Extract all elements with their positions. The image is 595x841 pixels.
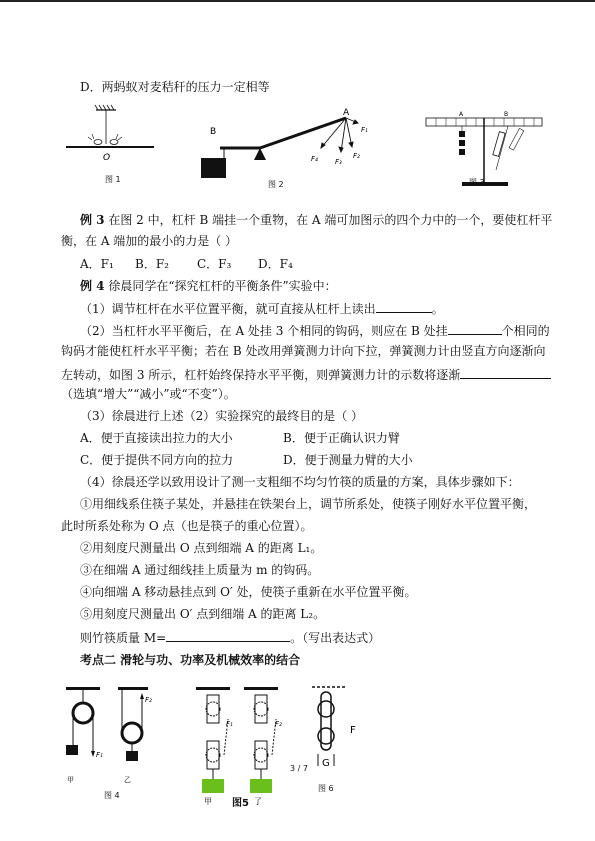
figure-6 — [306, 684, 366, 774]
question-3-option-d: D．便于测量力臂的大小 — [283, 453, 413, 467]
question-3: （3）徐晨进行上述（2）实验探究的最终目的是（ ） — [80, 409, 364, 423]
question-3-option-b: B．便于正确认识力臂 — [283, 431, 400, 445]
example-3-line-1 — [80, 213, 552, 227]
fig5-jia: 甲 — [204, 797, 212, 806]
answer-blank-1[interactable] — [376, 300, 432, 313]
example-3-text: 在图 2 中，杠杆 B 端挂一个重物，在 A 端可加图示的四个力中的一个，要使杠杆平 — [108, 213, 553, 227]
fig2-f3: F₃ — [335, 158, 342, 166]
option-d-line: D．两蚂蚁对麦秸秆的压力一定相等 — [80, 80, 270, 94]
fig6-caption: 图 6 — [318, 784, 334, 793]
fig4-jia: 甲 — [67, 776, 74, 783]
result-line: 则竹筷质量 M= 。（写出表达式） — [80, 631, 381, 645]
fig2-f1: F₁ — [361, 126, 368, 134]
fig2-f2: F₂ — [353, 152, 360, 160]
fig2-caption: 图 2 — [268, 180, 284, 189]
header-rule — [0, 0, 595, 2]
fig4-f2: F₂ — [145, 696, 152, 704]
fig5-caption: 图5 — [232, 798, 249, 809]
fig1-label-o: O — [103, 153, 111, 163]
figure-1 — [60, 104, 160, 184]
example-4-intro-text: 徐晨同学在“探究杠杆的平衡条件”实验中： — [108, 279, 337, 293]
step-3: ③在细端 A 通过细线挂上质量为 m 的钩码。 — [80, 563, 320, 577]
section-2-title: 考点二 滑轮与功、功率及机械效率的结合 — [80, 653, 301, 667]
fig2-f4: F₄ — [311, 155, 318, 163]
page-number: 3 / 7 — [290, 764, 308, 773]
question-2-line-4: （选填“增大”“减小”或“不变”）。 — [61, 387, 236, 401]
example-4-label: 例 4 — [80, 279, 105, 293]
example-4-intro — [80, 279, 337, 293]
fig3-caption: 图 3 — [469, 178, 485, 187]
fig4-yi: 乙 — [124, 776, 131, 783]
fig5-f1: F₁ — [226, 720, 233, 728]
example-3-option-c: C．F₃ — [197, 257, 232, 271]
step-5: ⑤用刻度尺测量出 O′ 点到细端 A 的距离 L₂。 — [80, 607, 326, 621]
example-3-option-a: A．F₁ — [80, 257, 114, 271]
fig6-label-f: F — [350, 725, 356, 736]
step-1-line-1: ①用细线系住筷子某处，并悬挂在铁架台上，调节所系处，使筷子刚好水平位置平衡， — [80, 497, 537, 511]
fig2-label-a: A — [343, 108, 350, 118]
question-2-line-2: 钩码才能使杠杆水平平衡；若在 B 处改用弹簧测力计向下拉，弹簧测力计由竖直方向逐渐向 — [61, 344, 546, 358]
step-4: ④向细端 A 移动悬挂点到 O′ 处，使筷子重新在水平位置平衡。 — [80, 585, 417, 599]
fig3-label-b: B — [504, 111, 509, 118]
example-3-line-2: 衡，在 A 端加的最小的力是（ ） — [61, 234, 238, 248]
question-2-line-3: 左转动，如图 3 所示，杠杆始终保持水平平衡，则弹簧测力计的示数将逐渐 — [61, 366, 551, 382]
fig2-label-b: B — [210, 127, 217, 137]
example-3-label: 例 3 — [80, 213, 105, 227]
answer-blank-2[interactable] — [448, 322, 502, 335]
figure-5 — [194, 685, 294, 810]
step-1-line-2: 此时所系处称为 O 点（也是筷子的重心位置）。 — [61, 519, 313, 533]
fig5-f2: F₂ — [275, 720, 282, 728]
fig3-label-a: A — [459, 111, 464, 118]
question-1: （1）调节杠杆在水平位置平衡，就可直接从杠杆上读出 。 — [80, 302, 444, 316]
answer-blank-mass[interactable] — [166, 629, 290, 642]
question-2-line-1: （2）当杠杆水平平衡后，在 A 处挂 3 个相同的钩码，则应在 B 处挂 个相同的 — [80, 324, 550, 338]
step-2: ②用刻度尺测量出 O 点到细端 A 的距离 L₁。 — [80, 541, 323, 555]
answer-blank-3[interactable] — [460, 366, 551, 379]
fig4-caption: 图 4 — [104, 791, 120, 800]
example-3-option-b: B．F₂ — [135, 257, 169, 271]
question-3-option-a: A．便于直接读出拉力的大小 — [80, 431, 233, 445]
question-3-option-c: C．便于提供不同方向的拉力 — [80, 453, 234, 467]
example-3-option-d: D．F₄ — [258, 257, 293, 271]
figure-4 — [56, 683, 166, 783]
fig5-yi: 了 — [254, 797, 262, 806]
fig1-caption: 图 1 — [105, 175, 121, 184]
figure-2 — [196, 103, 376, 183]
fig4-f1: F₁ — [96, 751, 103, 759]
fig6-label-g: G — [322, 758, 330, 769]
question-4: （4）徐晨还学以致用设计了测一支粗细不均匀竹筷的质量的方案，具体步骤如下： — [80, 475, 520, 489]
